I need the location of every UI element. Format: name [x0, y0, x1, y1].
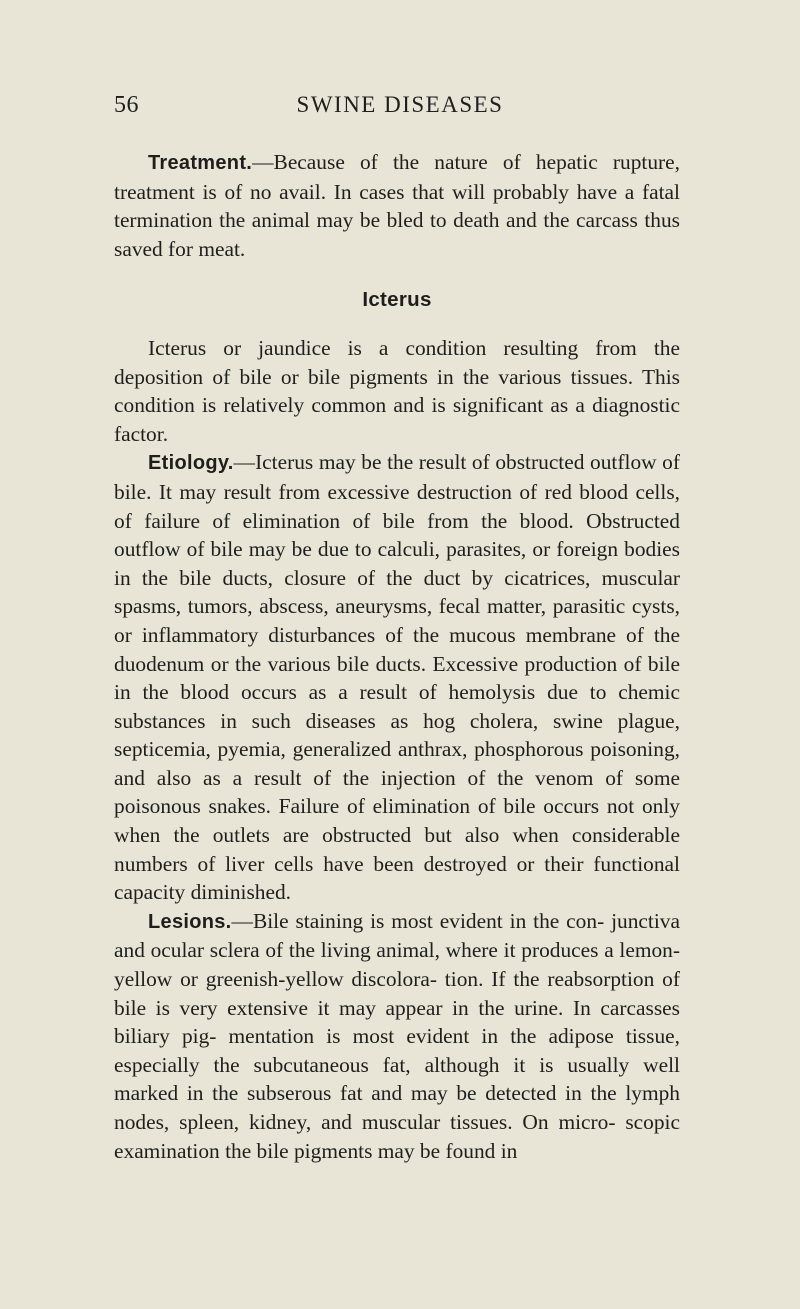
- treatment-text: —Because of the nature of hepatic rupture, treatment is of no avail. In cases that will probably have a fatal termination the animal may be bled to death and the carcass thus saved for meat.: [114, 150, 680, 261]
- treatment-heading: Treatment.: [148, 152, 253, 174]
- etiology-paragraph: [114, 448, 680, 907]
- treatment-paragraph: [114, 148, 680, 263]
- running-title: SWINE DISEASES: [296, 92, 504, 117]
- lesions-text: —Bile staining is most evident in the con- junctiva and ocular sclera of the living animal, where it produces a lemon-yellow or greenish-yellow discolora- tion. If the reabsorption of bile is very extensive it may appear in the urine. In carcasses biliary pig- mentation is most evident in the adipose tissue, especially the subcutaneous fat, although it is usually well marked in the subserous fat and may be detected in the lymph nodes, spleen, kidney, and muscular tissues. On micro- scopic examination the bile pigments may be found in: [114, 908, 680, 1163]
- page-header: [0, 92, 800, 122]
- lesions-paragraph: [114, 907, 680, 1165]
- page-body: [114, 148, 680, 1165]
- icterus-intro-paragraph: Icterus or jaundice is a condition resulting from the deposition of bile or bile pigments in the various tissues. This condition is relatively common and is significant as a diagnostic factor.: [114, 335, 680, 446]
- etiology-text: —Icterus may be the result of obstructed outflow of bile. It may result from excessive destruction of red blood cells, of failure of elimination of bile from the blood. Obstructed outflow of bile may be due to calculi, parasites, or foreign bodies in the bile ducts, closure of the duct by cicatrices, muscular spasms, tumors, abscess, aneurysms, fecal matter, parasitic cysts, or inflammatory disturbances of the mucous membrane of the duodenum or the various bile ducts. Excessive production of bile in the blood occurs as a result of hemolysis due to chemic substances in such diseases as hog cholera, swine plague, septicemia, pyemia, generalized anthrax, phosphorous poisoning, and also as a result of the injection of the venom of some poisonous snakes. Failure of elimination of bile occurs not only when the outlets are obstructed but also when considerable numbers of liver cells have been destroyed or their functional capacity diminished.: [114, 450, 680, 905]
- page-number: 56: [114, 92, 139, 118]
- etiology-heading: Etiology.: [148, 452, 234, 475]
- lesions-heading: Lesions.: [148, 910, 232, 933]
- icterus-heading: Icterus: [362, 288, 432, 312]
